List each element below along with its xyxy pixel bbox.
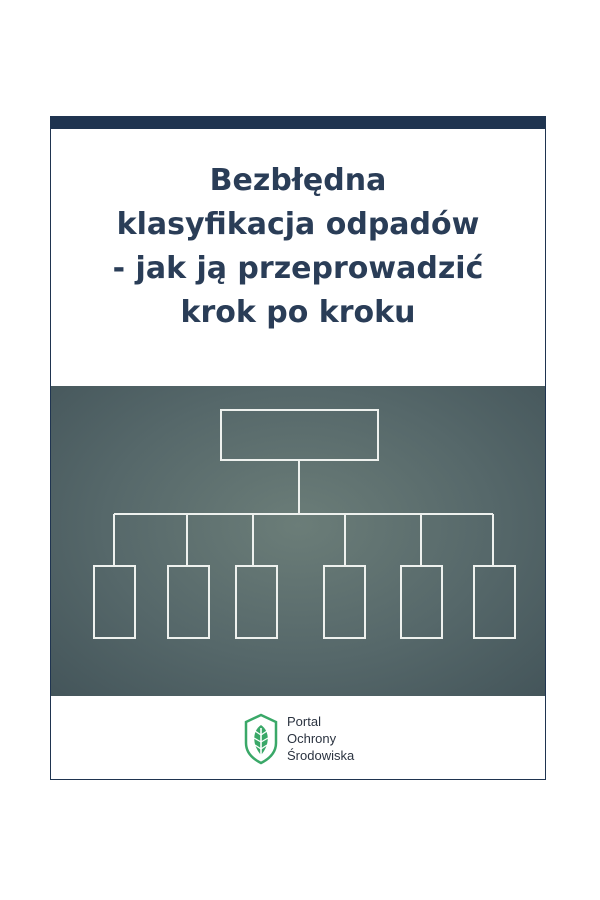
publisher-line-1: Portal (287, 714, 321, 729)
chart-child-box (474, 566, 515, 638)
chart-child-box (236, 566, 277, 638)
chart-child-box (168, 566, 209, 638)
chart-child-box (401, 566, 442, 638)
book-title (51, 159, 545, 335)
publisher-line-3: Środowiska (287, 748, 355, 763)
chart-top-box (221, 410, 378, 460)
title-line-3: - jak ją przeprowadzić (112, 251, 484, 286)
leaf-shield-icon (243, 713, 279, 765)
publisher-line-2: Ochrony (287, 731, 337, 746)
title-line-4: krok po kroku (180, 295, 416, 330)
cover-top-bar (51, 117, 545, 129)
chalkboard-image (51, 386, 545, 696)
chart-child-box (324, 566, 365, 638)
hierarchy-chart-icon (51, 386, 546, 696)
publisher-logo (243, 713, 403, 769)
title-line-2: klasyfikacja odpadów (116, 207, 480, 242)
publisher-name (287, 713, 354, 764)
chart-child-box (94, 566, 135, 638)
title-line-1: Bezbłędna (209, 163, 387, 198)
book-cover (50, 116, 546, 780)
